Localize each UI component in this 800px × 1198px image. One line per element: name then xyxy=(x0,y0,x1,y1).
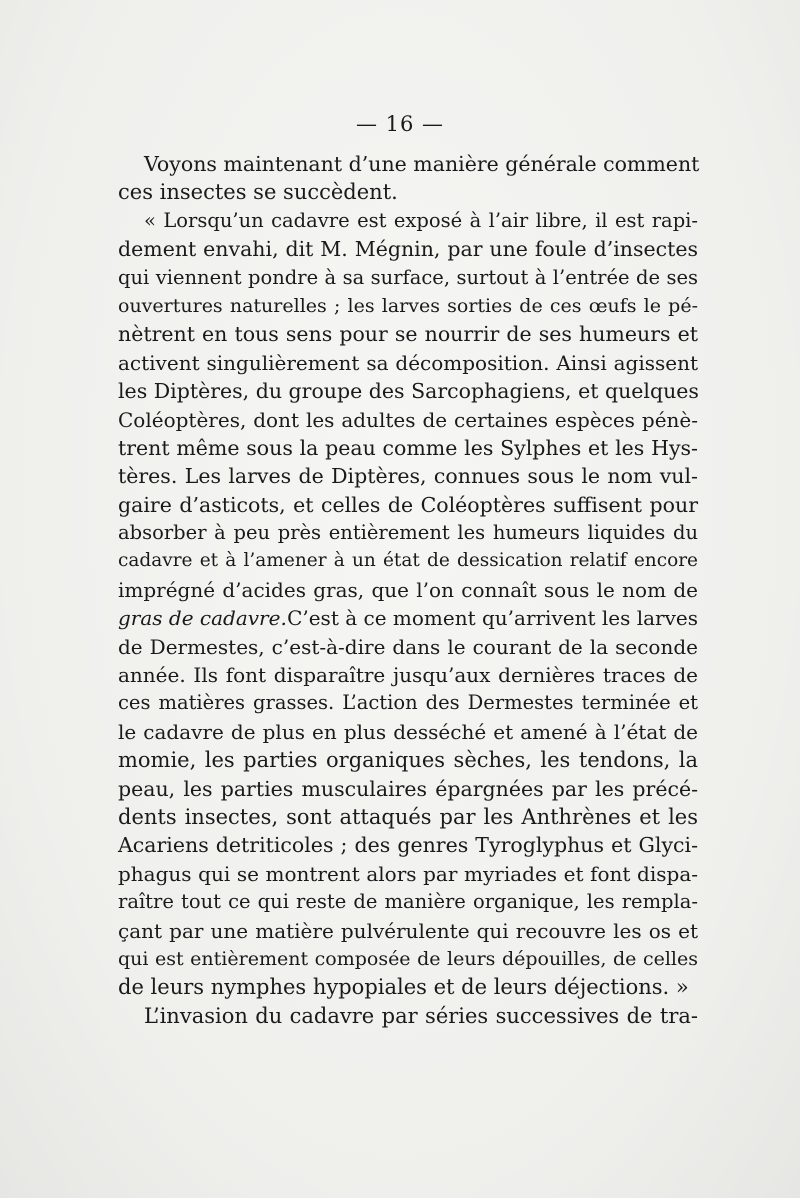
text-line: année. Ils font disparaître jusqu’aux dernières traces de xyxy=(118,663,698,688)
italic-term: gras de cadavre. xyxy=(118,606,287,631)
text-line: cadavre et à l’amener à un état de dessication relatif encore xyxy=(118,550,698,572)
text-line: trent même sous la peau comme les Sylphes et les Hys- xyxy=(118,435,698,460)
text-line: de Dermestes, c’est-à-dire dans le courant de la seconde xyxy=(118,634,698,659)
text-line: tères. Les larves de Diptères, connues sous le nom vul- xyxy=(118,464,698,489)
text-line: dement envahi, dit M. Mégnin, par une foule d’insectes xyxy=(118,237,698,262)
text-line: Acariens detriticoles ; des genres Tyroglyphus et Glyci- xyxy=(118,833,698,858)
text-line: ces matières grasses. L’action des Dermestes terminée et xyxy=(118,691,698,715)
text-line: momie, les parties organiques sèches, les tendons, la xyxy=(118,748,698,773)
text-line: de leurs nymphes hypopiales et de leurs déjections. » xyxy=(118,975,689,1000)
text-line: gaire d’asticots, et celles de Coléoptères suffisent pour xyxy=(118,492,698,517)
text-line: çant par une matière pulvérulente qui recouvre les os et xyxy=(118,918,698,943)
text-line: ouvertures naturelles ; les larves sorties de ces œufs le pé- xyxy=(118,294,698,317)
text-line: activent singulièrement sa décomposition. Ainsi agissent xyxy=(118,350,698,375)
text-line: le cadavre de plus en plus desséché et amené à l’état de xyxy=(118,719,698,744)
text-line: Voyons maintenant d’une manière générale comment xyxy=(144,152,700,176)
text-line: qui est entièrement composée de leurs dépouilles, de celles xyxy=(118,947,698,970)
text-line: absorber à peu près entièrement les humeurs liquides du xyxy=(118,521,698,545)
text-line: nètrent en tous sens pour se nourrir de ses humeurs et xyxy=(118,322,698,347)
text-line: dents insectes, sont attaqués par les Anthrènes et les xyxy=(118,804,698,829)
text-line: raître tout ce qui reste de manière organique, les rempla- xyxy=(118,890,698,914)
text-line: qui viennent pondre à sa surface, surtout à l’entrée de ses xyxy=(118,265,698,289)
page-number: — 16 — xyxy=(355,112,445,136)
text-line: Coléoptères, dont les adultes de certaines espèces pénè- xyxy=(118,407,698,432)
text-line: « Lorsqu’un cadavre est exposé à l’air libre, il est rapi- xyxy=(144,208,698,232)
text-line-rest: C’est à ce moment qu’arrivent les larves xyxy=(287,606,698,631)
body-text xyxy=(118,150,698,1030)
text-line: peau, les parties musculaires épargnées par les précé- xyxy=(118,776,698,801)
text-line: L’invasion du cadavre par séries successives de tra- xyxy=(144,1003,698,1028)
text-line: les Diptères, du groupe des Sarcophagiens, et quelques xyxy=(118,379,699,404)
text-line: ces insectes se succèdent. xyxy=(118,180,398,205)
text-line: phagus qui se montrent alors par myriades et font dispa- xyxy=(118,861,698,886)
text-line-mixed xyxy=(118,604,698,632)
text-line: imprégné d’acides gras, que l’on connaît sous le nom de xyxy=(118,577,698,602)
